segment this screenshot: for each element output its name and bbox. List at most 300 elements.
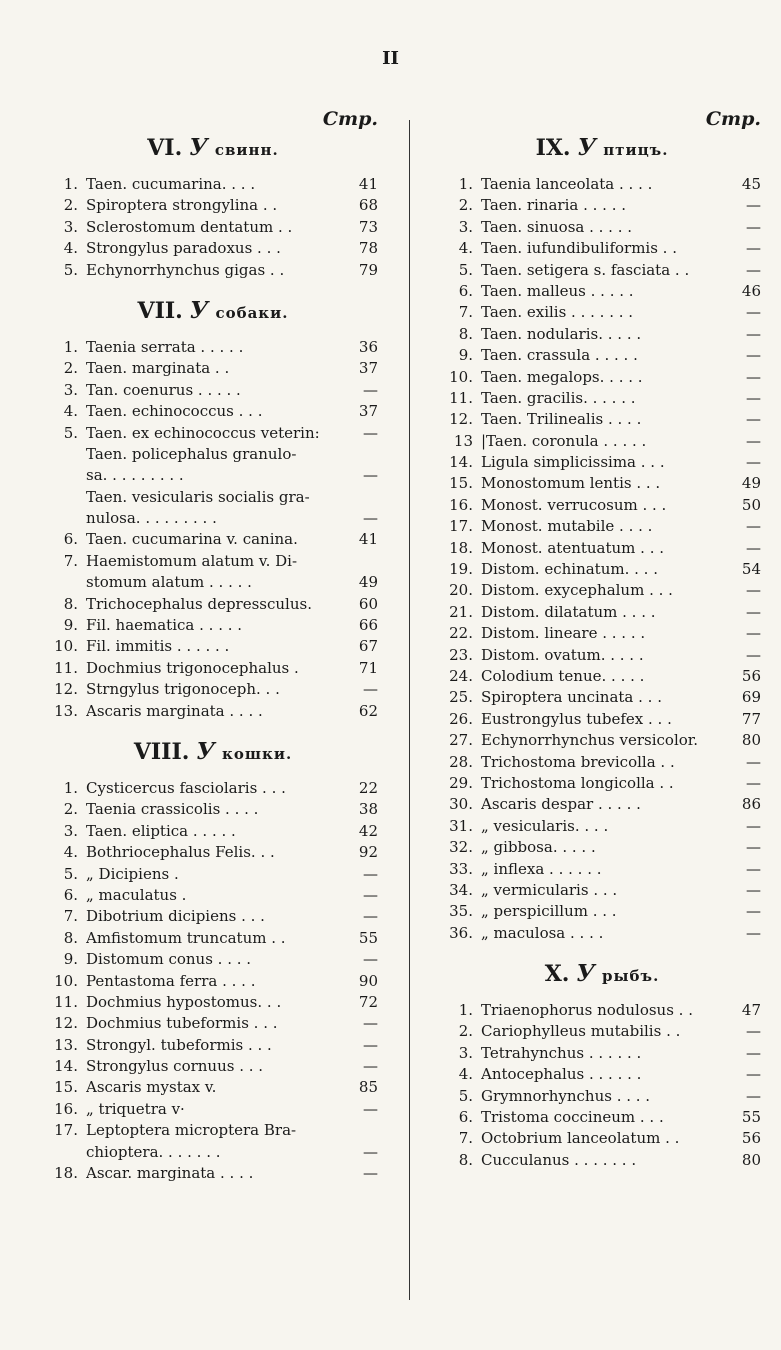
list-item: [48, 1163, 378, 1184]
list-item: [443, 559, 761, 580]
entry-name: Taen. marginata . .: [86, 359, 230, 378]
entry-page: —: [746, 517, 761, 536]
entry-name: Colodium tenue. . . . .: [481, 666, 645, 685]
entry-number: 13: [453, 431, 473, 450]
entry-page: —: [363, 1014, 378, 1033]
entry-number: 6.: [63, 530, 78, 549]
entry-number: 8.: [458, 1150, 473, 1169]
list-item: [443, 388, 761, 409]
entry-number: 3.: [63, 380, 78, 399]
entry-page: —: [363, 864, 378, 883]
list-item: [48, 701, 378, 722]
entry-number: 4.: [458, 1065, 473, 1084]
entry-page: —: [746, 303, 761, 322]
list-item: [48, 529, 378, 550]
entry-page: —: [363, 1164, 378, 1183]
entry-number: 9.: [63, 616, 78, 635]
entry-page: —: [363, 1057, 378, 1076]
section-heading-prep: У: [577, 134, 597, 161]
entry-name: Sclerostomum dentatum . .: [86, 217, 293, 236]
entry-number: 11.: [449, 388, 473, 407]
entry-number: 2.: [63, 196, 78, 215]
entry-number: 12.: [54, 680, 78, 699]
list-item: [48, 380, 378, 401]
entry-page: 36: [358, 337, 378, 356]
entry-number: 10.: [54, 971, 78, 990]
list-item: [443, 238, 761, 259]
entry-page: —: [363, 950, 378, 969]
list-item: [443, 431, 761, 452]
list-item: [443, 837, 761, 858]
entry-page: 60: [358, 594, 378, 613]
entry-page: 78: [358, 239, 378, 258]
list-item: [443, 923, 761, 944]
list-item: [443, 623, 761, 644]
entry-number: 23.: [449, 645, 473, 664]
list-item: [48, 487, 378, 508]
entry-number: 8.: [63, 594, 78, 613]
list-item: [443, 901, 761, 922]
entry-name: Tan. coenurus . . . . .: [86, 380, 241, 399]
entry-page: 92: [358, 843, 378, 862]
entry-name: Trichocephalus depressculus.: [86, 594, 312, 613]
entry-number: 9.: [63, 950, 78, 969]
list-item: [48, 594, 378, 615]
entry-number: 10.: [54, 637, 78, 656]
list-item: [48, 821, 378, 842]
entry-page: —: [363, 466, 378, 485]
entry-page: 38: [358, 800, 378, 819]
list-item: [48, 423, 378, 444]
entry-page: 85: [358, 1078, 378, 1097]
entry-number: 16.: [449, 495, 473, 514]
page-column-header: Стр.: [705, 108, 761, 130]
list-item: [443, 324, 761, 345]
entry-number: 9.: [458, 346, 473, 365]
entry-name: Ascar. marginata . . . .: [86, 1164, 254, 1183]
entry-name: Taen. ex echinococcus veterin:: [86, 423, 320, 442]
section-heading-prep: У: [196, 737, 216, 765]
page-column-header: Стр.: [322, 108, 378, 130]
entry-number: 18.: [449, 538, 473, 557]
entry-name: Monost. atentuatum . . .: [481, 538, 665, 557]
list-item: [443, 516, 761, 537]
entry-page: —: [746, 902, 761, 921]
entry-number: 7.: [63, 551, 78, 570]
list-item: [48, 1099, 378, 1120]
entry-page: 54: [741, 560, 761, 579]
entry-number: 34.: [449, 880, 473, 899]
entry-name: Ascaris marginata . . . .: [86, 701, 263, 720]
entry-number: 30.: [449, 795, 473, 814]
entry-number: 17.: [449, 517, 473, 536]
entry-name: Taen. crassula . . . . .: [481, 346, 638, 365]
entry-number: 29.: [449, 773, 473, 792]
section-heading: [48, 738, 378, 768]
entry-name: Taen. sinuosa . . . . .: [481, 217, 633, 236]
entry-number: 3.: [458, 1043, 473, 1062]
entry-name: Distom. lineare . . . . .: [481, 624, 646, 643]
entry-page: 80: [741, 1150, 761, 1169]
entry-page: —: [746, 346, 761, 365]
section-heading-num: IX.: [535, 135, 571, 161]
entry-page: 67: [358, 637, 378, 656]
entry-page: —: [746, 431, 761, 450]
entry-name: Grymnorhynchus . . . .: [481, 1086, 651, 1105]
list-item: [48, 572, 378, 593]
entry-page: —: [746, 624, 761, 643]
list-item: [48, 508, 378, 529]
list-item: [48, 928, 378, 949]
entry-number: 14.: [54, 1057, 78, 1076]
entry-number: 2.: [458, 196, 473, 215]
entry-number: 3.: [63, 217, 78, 236]
entry-name: Taen. echinococcus . . .: [86, 402, 263, 421]
section-heading-noun: рыбъ.: [602, 967, 660, 986]
entry-page: 66: [358, 616, 378, 635]
list-item: [48, 1056, 378, 1077]
entry-name: Taenia crassicolis . . . .: [86, 800, 259, 819]
entry-name: Fil. immitis . . . . . .: [86, 637, 230, 656]
entry-number: 12.: [54, 1014, 78, 1033]
entry-page: —: [363, 380, 378, 399]
entry-number: 17.: [54, 1121, 78, 1140]
list-item: [443, 1064, 761, 1085]
section-heading-num: X.: [544, 961, 570, 988]
entry-name: „ perspicillum . . .: [481, 902, 617, 921]
entry-page: —: [746, 324, 761, 343]
entry-name: „ gibbosa. . . . .: [481, 838, 596, 857]
entry-page: 77: [741, 709, 761, 728]
entry-name: Tristoma coccineum . . .: [481, 1108, 664, 1127]
entry-name: Strongylus paradoxus . . .: [86, 239, 281, 258]
entry-page: —: [746, 816, 761, 835]
list-item: [443, 195, 761, 216]
entry-name: Pentastoma ferra . . . .: [86, 971, 256, 990]
list-item: [443, 752, 761, 773]
entry-number: 4.: [63, 239, 78, 258]
entry-name: Taen. Trilinealis . . . .: [481, 410, 642, 429]
entry-page: 55: [741, 1108, 761, 1127]
entry-number: 1.: [63, 778, 78, 797]
entry-name: Trichostoma brevicolla . .: [481, 752, 675, 771]
list-item: [443, 302, 761, 323]
entry-number: 19.: [449, 560, 473, 579]
list-item: [48, 1077, 378, 1098]
entry-number: 11.: [54, 658, 78, 677]
entry-name: sa. . . . . . . . .: [86, 466, 184, 485]
entry-number: 26.: [449, 709, 473, 728]
list-item: [48, 971, 378, 992]
entry-number: 6.: [458, 1108, 473, 1127]
list-item: [48, 1142, 378, 1163]
entry-name: Trichostoma longicolla . .: [481, 773, 674, 792]
column-divider: [409, 120, 410, 1300]
list-item: [48, 636, 378, 657]
entry-number: 11.: [54, 992, 78, 1011]
entry-name: Distom. exycephalum . . .: [481, 581, 673, 600]
section-heading: [48, 134, 378, 164]
section-heading-noun: птицъ.: [603, 141, 669, 159]
entry-name: Monost. mutabile . . . .: [481, 517, 653, 536]
entry-page: —: [746, 410, 761, 429]
entry-name: Spiroptera uncinata . . .: [481, 688, 662, 707]
entry-name: Distom. ovatum. . . . .: [481, 645, 644, 664]
section-heading-num: VIII.: [133, 738, 190, 765]
section-heading-num: VI.: [147, 135, 183, 161]
entry-number: 5.: [458, 260, 473, 279]
section-heading-num: VII.: [137, 297, 183, 324]
entry-number: 5.: [458, 1086, 473, 1105]
section-heading-prep: У: [576, 960, 596, 988]
entry-page: 49: [358, 573, 378, 592]
section-heading: [443, 134, 761, 164]
entry-name: Strongylus cornuus . . .: [86, 1057, 264, 1076]
entry-page: 90: [358, 971, 378, 990]
entry-page: 62: [358, 701, 378, 720]
list-item: [48, 799, 378, 820]
section-heading-prep: У: [189, 134, 208, 161]
entry-number: 14.: [449, 453, 473, 472]
entry-page: 56: [741, 1129, 761, 1148]
list-item: [443, 345, 761, 366]
entry-page: 50: [741, 495, 761, 514]
entry-page: —: [746, 773, 761, 792]
entry-page: —: [746, 923, 761, 942]
entry-page: 22: [358, 778, 378, 797]
entry-page: —: [746, 538, 761, 557]
entry-page: 49: [741, 474, 761, 493]
list-item: [48, 551, 378, 572]
entry-name: Taen. vesicularis socialis gra-: [86, 487, 310, 506]
entry-page: 37: [358, 359, 378, 378]
entry-name: „ maculosa . . . .: [481, 923, 604, 942]
entry-number: 8.: [63, 928, 78, 947]
entry-page: —: [363, 1099, 378, 1118]
entry-number: 16.: [54, 1099, 78, 1118]
entry-page: 80: [741, 731, 761, 750]
entry-page: 47: [741, 1001, 761, 1020]
list-item: [443, 773, 761, 794]
entry-page: 68: [358, 196, 378, 215]
entry-name: Dibotrium dicipiens . . .: [86, 907, 265, 926]
list-item: [48, 1120, 378, 1141]
entry-number: 8.: [458, 324, 473, 343]
list-item: [48, 679, 378, 700]
entry-number: 1.: [63, 175, 78, 193]
section-heading-noun: собаки.: [215, 303, 289, 322]
entry-page: 37: [358, 402, 378, 421]
entry-number: 6.: [63, 885, 78, 904]
list-item: [443, 1021, 761, 1042]
entry-number: 5.: [63, 864, 78, 883]
entry-page: —: [746, 196, 761, 215]
entry-number: 4.: [63, 402, 78, 421]
entry-page: 56: [741, 666, 761, 685]
list-item: [48, 195, 378, 216]
entry-page: 55: [358, 928, 378, 947]
entry-number: 1.: [63, 337, 78, 356]
entry-name: Octobrium lanceolatum . .: [481, 1129, 680, 1148]
entry-name: Ascaris mystax v.: [86, 1078, 217, 1097]
entry-page: —: [363, 509, 378, 528]
entry-number: 12.: [449, 410, 473, 429]
entry-page: —: [746, 260, 761, 279]
entry-number: 24.: [449, 666, 473, 685]
entry-page: —: [746, 388, 761, 407]
list-item: [48, 615, 378, 636]
entry-name: |Taen. coronula . . . . .: [481, 431, 647, 450]
entry-name: Eustrongylus tubefex . . .: [481, 709, 672, 728]
section-heading: [48, 297, 378, 327]
list-item: [443, 281, 761, 302]
list-item: [443, 794, 761, 815]
entry-name: Cysticercus fasciolaris . . .: [86, 778, 286, 797]
entry-number: 35.: [449, 902, 473, 921]
entry-name: Taen. malleus . . . . .: [481, 281, 634, 300]
list-item: [48, 444, 378, 465]
list-item: [443, 687, 761, 708]
entry-name: Taenia serrata . . . . .: [86, 337, 244, 356]
list-item: [443, 260, 761, 281]
entry-number: 2.: [458, 1022, 473, 1041]
list-item: [48, 260, 378, 281]
list-item: [48, 658, 378, 679]
list-item: [443, 859, 761, 880]
list-item: [48, 465, 378, 486]
section-heading-noun: кошки.: [222, 744, 293, 763]
entry-name: Distomum conus . . . .: [86, 950, 252, 969]
list-item: [48, 358, 378, 379]
entry-number: 4.: [63, 843, 78, 862]
list-item: [48, 238, 378, 259]
list-item: [48, 864, 378, 885]
entry-name: Ascaris despar . . . . .: [481, 795, 641, 814]
entry-page: —: [363, 1142, 378, 1161]
entry-name: Fil. haematica . . . . .: [86, 616, 243, 635]
entry-page: 73: [358, 217, 378, 236]
entry-page: 41: [358, 530, 378, 549]
entry-number: 22.: [449, 624, 473, 643]
list-item: [443, 1043, 761, 1064]
list-item: [443, 1107, 761, 1128]
entry-page: —: [363, 907, 378, 926]
entry-name: Taenia lanceolata . . . .: [481, 175, 653, 193]
list-item: [443, 174, 761, 195]
entry-name: Dochmius tubeformis . . .: [86, 1014, 278, 1033]
entry-name: Strongyl. tubeformis . . .: [86, 1035, 272, 1054]
entry-number: 1.: [458, 175, 473, 193]
list-item: [443, 1128, 761, 1149]
entry-name: Bothriocephalus Felis. . .: [86, 843, 275, 862]
entry-page: —: [746, 1043, 761, 1062]
entry-name: stomum alatum . . . . .: [86, 573, 252, 592]
entry-name: Antocephalus . . . . . .: [481, 1065, 642, 1084]
entry-number: 15.: [449, 474, 473, 493]
list-item: [48, 174, 378, 195]
entry-page: —: [363, 423, 378, 442]
entry-number: 13.: [54, 1035, 78, 1054]
entry-number: 2.: [63, 800, 78, 819]
entry-number: 2.: [63, 359, 78, 378]
entry-name: Taen. setigera s. fasciata . .: [481, 260, 690, 279]
entry-page: 41: [358, 175, 378, 193]
entry-name: Dochmius hypostomus. . .: [86, 992, 282, 1011]
list-item: [443, 473, 761, 494]
entry-name: Echynorrhynchus versicolor.: [481, 731, 699, 750]
entry-name: Tetrahynchus . . . . . .: [481, 1043, 642, 1062]
entry-page: —: [363, 1035, 378, 1054]
list-item: [48, 992, 378, 1013]
entry-page: 45: [741, 175, 761, 193]
entry-number: 18.: [54, 1164, 78, 1183]
entry-name: Taen. cucumarina v. canina.: [86, 530, 298, 549]
section-heading-prep: У: [189, 296, 209, 324]
list-item: [443, 666, 761, 687]
entry-number: 32.: [449, 838, 473, 857]
entry-number: 4.: [458, 239, 473, 258]
entry-name: Taen. rinaria . . . . .: [481, 196, 627, 215]
list-item: [443, 495, 761, 516]
entry-page: —: [746, 1065, 761, 1084]
list-item: [48, 885, 378, 906]
list-item: [443, 217, 761, 238]
entry-page: —: [746, 752, 761, 771]
entry-number: 13.: [54, 701, 78, 720]
left-column: [48, 108, 378, 1184]
entry-name: Echynorrhynchus gigas . .: [86, 260, 285, 279]
entry-page: 86: [741, 795, 761, 814]
entry-number: 7.: [63, 907, 78, 926]
entry-page: —: [746, 645, 761, 664]
entry-number: 36.: [449, 923, 473, 942]
list-item: [48, 217, 378, 238]
entry-page: —: [746, 1022, 761, 1041]
list-item: [443, 538, 761, 559]
right-column: [443, 108, 761, 1171]
entry-page: —: [746, 602, 761, 621]
entry-number: 21.: [449, 602, 473, 621]
entry-name: „ maculatus .: [86, 885, 187, 904]
entry-page: 72: [358, 992, 378, 1011]
entry-page: —: [746, 239, 761, 258]
entry-number: 3.: [458, 217, 473, 236]
entry-page: —: [746, 217, 761, 236]
list-item: [443, 1150, 761, 1171]
list-item: [48, 778, 378, 799]
entry-page: 42: [358, 821, 378, 840]
list-item: [48, 337, 378, 358]
entry-number: 1.: [458, 1001, 473, 1020]
section-heading-noun: свинн.: [214, 141, 279, 159]
entry-number: 5.: [63, 423, 78, 442]
entry-number: 7.: [458, 303, 473, 322]
entry-name: Haemistomum alatum v. Di-: [86, 551, 298, 570]
entry-number: 20.: [449, 581, 473, 600]
list-item: [48, 949, 378, 970]
entry-page: 71: [358, 658, 378, 677]
entry-name: Leptoptera microptera Bra-: [86, 1121, 297, 1140]
entry-name: Taen. eliptica . . . . .: [86, 821, 236, 840]
list-item: [48, 842, 378, 863]
entry-name: „ triquetra v·: [86, 1099, 185, 1118]
section-heading: [443, 960, 761, 990]
entry-name: nulosa. . . . . . . . .: [86, 509, 217, 528]
entry-name: Monost. verrucosum . . .: [481, 495, 667, 514]
entry-name: chioptera. . . . . . .: [86, 1142, 221, 1161]
entry-name: Monostomum lentis . . .: [481, 474, 661, 493]
list-item: [48, 401, 378, 422]
